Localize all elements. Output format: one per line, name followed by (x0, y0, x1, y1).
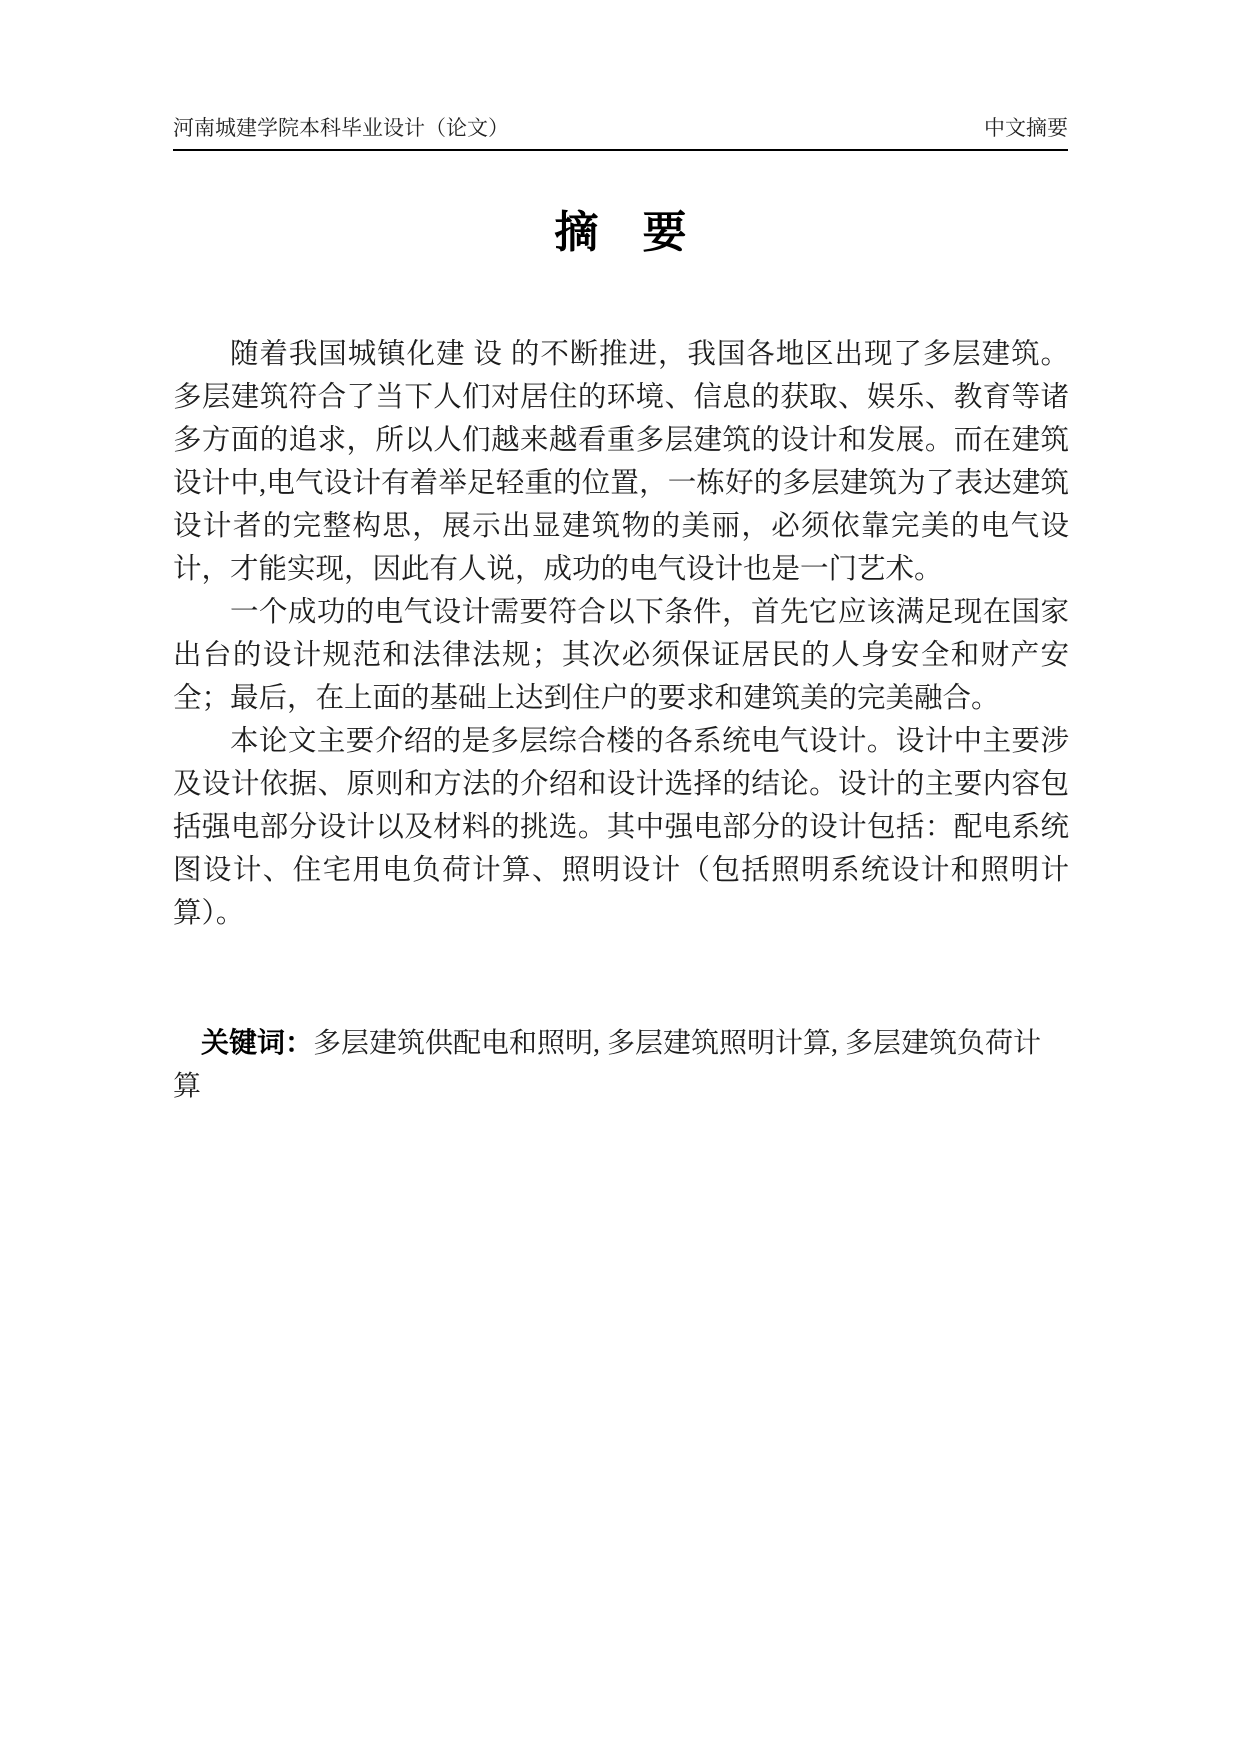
header-left-text: 河南城建学院本科毕业设计（论文） (173, 116, 509, 140)
abstract-body (173, 333, 1069, 935)
keywords-line (173, 1021, 1069, 1108)
page-header (173, 116, 1068, 151)
abstract-title: 摘 要 (554, 208, 687, 257)
header-right-text: 中文摘要 (984, 116, 1068, 140)
keywords-text: 多层建筑供配电和照明, 多层建筑照明计算, 多层建筑负荷计算 (173, 1028, 1042, 1102)
abstract-paragraph-1: 随着我国城镇化建 设 的不断推进，我国各地区出现了多层建筑。多层建筑符合了当下人们对居住的环境、信息的获取、娱乐、教育等诸多方面的追求，所以人们越来越看重多层建筑的设计和发展。而在建筑设计中,电气设计有着举足轻重的位置，一栋好的多层建筑为了表达建筑设计者的完整构思，展示出显建筑物的美丽，必须依靠完美的电气设计，才能实现，因此有人说，成功的电气设计也是一门艺术。 (173, 339, 1069, 585)
abstract-paragraph-2: 一个成功的电气设计需要符合以下条件，首先它应该满足现在国家出台的设计规范和法律法规；其次必须保证居民的人身安全和财产安全；最后，在上面的基础上达到住户的要求和建筑美的完美融合。 (173, 597, 1069, 714)
abstract-paragraph-3: 本论文主要介绍的是多层综合楼的各系统电气设计。设计中主要涉及设计依据、原则和方法的介绍和设计选择的结论。设计的主要内容包括强电部分设计以及材料的挑选。其中强电部分的设计包括：配电系统图设计、住宅用电负荷计算、照明设计（包括照明系统设计和照明计算）。 (173, 726, 1069, 929)
keywords-label: 关键词： (201, 1027, 314, 1058)
